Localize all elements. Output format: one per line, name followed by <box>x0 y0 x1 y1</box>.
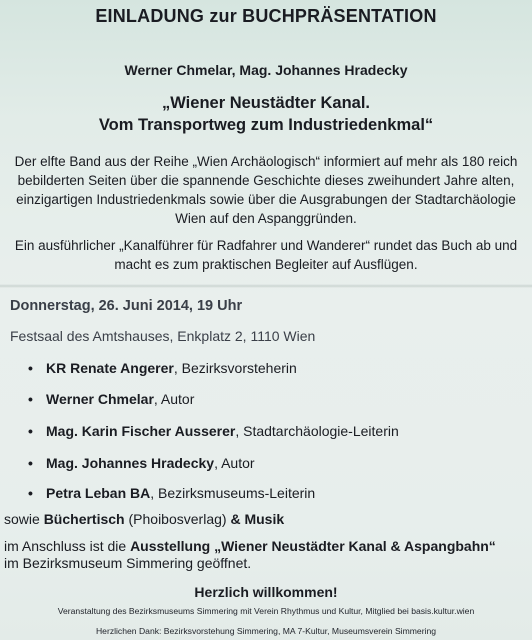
publisher-label: (Phoibosverlag) <box>124 511 231 527</box>
speaker-role: , Bezirksmuseums-Leiterin <box>150 485 316 501</box>
book-title-line-2: Vom Transportweg zum Industriedenkmal“ <box>98 116 434 134</box>
speaker-item <box>28 391 194 407</box>
exhibition-name: Ausstellung „Wiener Neustädter Kanal & Aspangbahn“ <box>130 538 496 554</box>
description-paragraph-1: Der elfte Band aus der Reihe „Wien Archäologisch“ informiert auf mehr als 180 reich bebilderten Seiten über die spannende Geschichte dieses zweihundert Jahre alten, einzigartigen Industriedenkmals sowie über die Ausgrabungen der Stadtarchäologie Wien auf den Aspanggründen. <box>14 154 518 226</box>
description-paragraph-2: Ein ausführlicher „Kanalführer für Radfahrer und Wanderer“ rundet das Buch ab und macht es zum praktischen Begleiter auf Ausflügen. <box>14 238 518 272</box>
bullet-icon: • <box>28 455 33 471</box>
event-date: Donnerstag, 26. Juni 2014, 19 Uhr <box>10 298 243 314</box>
invitation-title: EINLADUNG zur BUCHPRÄSENTATION <box>95 6 437 26</box>
bullet-icon: • <box>28 423 33 439</box>
event-venue: Festsaal des Amtshauses, Enkplatz 2, 1110 Wien <box>10 328 316 344</box>
exhibition-line-2: im Bezirksmuseum Simmering geöffnet. <box>4 555 252 571</box>
speaker-role: , Bezirksvorsteherin <box>173 360 297 376</box>
speaker-role: , Autor <box>214 455 255 471</box>
welcome-text: Herzlich willkommen! <box>194 584 338 600</box>
extras-prefix: sowie <box>4 511 44 527</box>
speaker-item <box>28 485 315 501</box>
buechertisch-label: Büchertisch <box>43 511 125 527</box>
exhibition-line-1 <box>4 538 496 554</box>
speaker-name: Mag. Karin Fischer Ausserer <box>46 423 236 439</box>
speaker-role: , Autor <box>153 391 195 407</box>
organizer-note: Veranstaltung des Bezirksmuseums Simmering mit Verein Rhythmus und Kultur, Mitglied bei basis.kultur.wien <box>57 606 475 616</box>
music-label: & Musik <box>230 511 285 527</box>
authors-line: Werner Chmelar, Mag. Johannes Hradecky <box>124 62 408 78</box>
section-divider <box>0 284 532 288</box>
book-title-line-1: „Wiener Neustädter Kanal. <box>162 94 370 112</box>
bullet-icon: • <box>28 360 33 376</box>
speaker-name: Mag. Johannes Hradecky <box>46 455 215 471</box>
bullet-icon: • <box>28 391 33 407</box>
extras-line <box>4 511 284 527</box>
bullet-icon: • <box>28 485 33 501</box>
thanks-note: Herzlichen Dank: Bezirksvorstehung Simmering, MA 7-Kultur, Museumsverein Simmering <box>95 626 437 636</box>
exhibition-prefix: im Anschluss ist die <box>4 538 131 554</box>
speaker-name: Werner Chmelar <box>46 391 154 407</box>
speaker-role: , Stadtarchäologie-Leiterin <box>235 423 399 439</box>
book-title <box>0 92 532 136</box>
speaker-item <box>28 423 399 439</box>
speaker-name: Petra Leban BA <box>46 485 151 501</box>
speaker-item <box>28 360 297 376</box>
speaker-name: KR Renate Angerer <box>46 360 174 376</box>
speaker-item <box>28 455 255 471</box>
